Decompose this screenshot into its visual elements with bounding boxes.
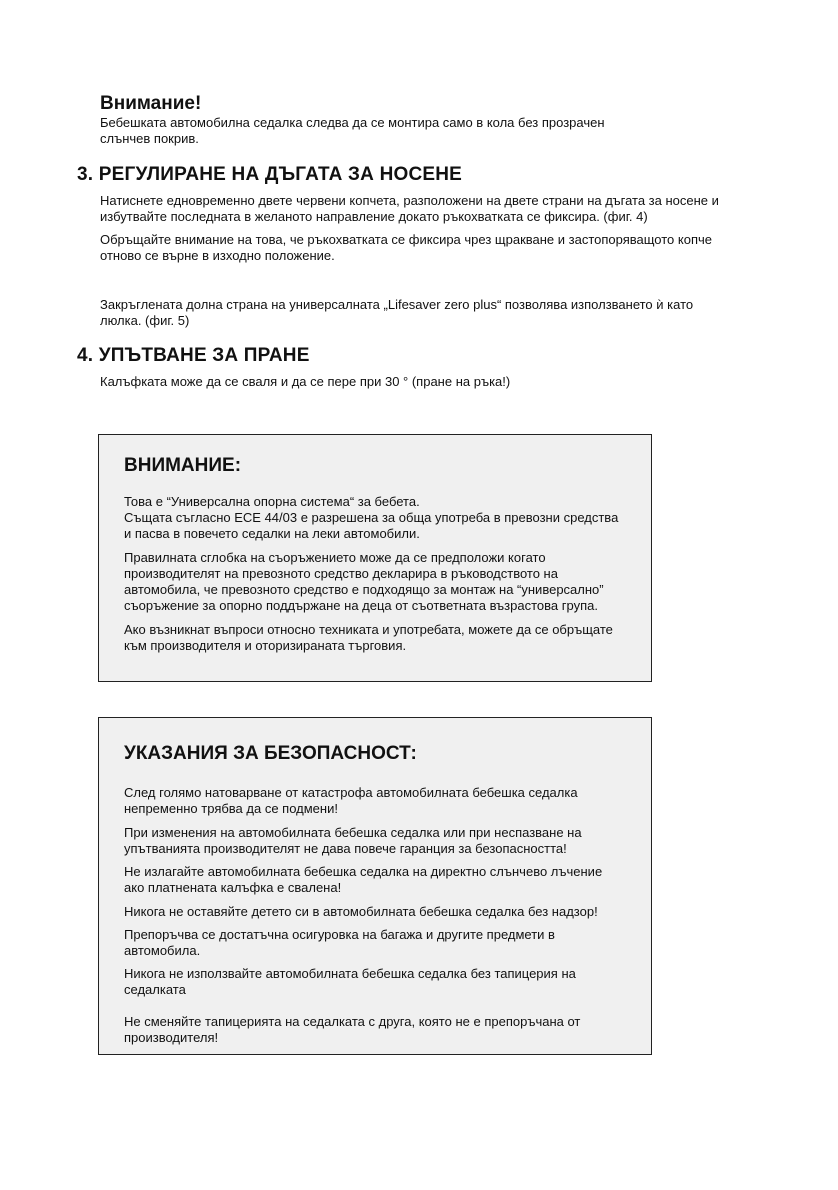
intro-warning-text — [100, 115, 605, 147]
text-line: към производителя и оторизираната търговия. — [124, 638, 407, 653]
text-line: непременно трябва да се подмени! — [124, 801, 338, 816]
text-line: слънчев покрив. — [100, 131, 199, 146]
section-3-paragraph-3 — [100, 297, 693, 329]
text-line: Същата съгласно ECE 44/03 е разрешена за обща употреба в превозни средства — [124, 510, 619, 525]
section-4-heading: 4. УПЪТВАНЕ ЗА ПРАНЕ — [77, 345, 310, 366]
safety-box-paragraph-4 — [124, 904, 598, 920]
safety-box — [98, 717, 652, 1055]
section-3-paragraph-2 — [100, 232, 712, 264]
text-line: производителят на превозното средство декларира в ръководството на — [124, 566, 558, 581]
safety-box-paragraph-1 — [124, 785, 578, 817]
text-line: Това е “Универсална опорна система“ за бебета. — [124, 494, 420, 509]
text-line: Обръщайте внимание на това, че ръкохватката се фиксира чрез щракване и застопоряващото копче — [100, 232, 713, 247]
text-line: Закръглената долна страна на универсалната „Lifesaver zero plus“ позволява използването ѝ като — [100, 297, 694, 312]
text-line: ако платнената калъфка е свалена! — [124, 880, 342, 895]
text-line: Препоръчва се достатъчна осигуровка на багажа и другите предмети в — [124, 927, 555, 942]
warning-box-paragraph-3 — [124, 622, 613, 654]
text-line: автомобила. — [124, 943, 201, 958]
text-line: Не сменяйте тапицерията на седалката с друга, която не е препоръчана от — [124, 1014, 581, 1029]
text-line: Правилната сглобка на съоръжението може да се предположи когато — [124, 550, 546, 565]
warning-box-title: ВНИМАНИЕ: — [124, 455, 242, 476]
text-line: люлка. (фиг. 5) — [100, 313, 190, 328]
safety-box-paragraph-6 — [124, 966, 576, 998]
text-line: седалката — [124, 982, 186, 997]
text-line: След голямо натоварване от катастрофа автомобилната бебешка седалка — [124, 785, 578, 800]
intro-warning-title: Внимание! — [100, 93, 202, 114]
warning-box-paragraph-1 — [124, 494, 618, 542]
text-line: Ако възникнат въпроси относно техниката и употребата, можете да се обръщате — [124, 622, 613, 637]
text-line: Никога не оставяйте детето си в автомобилната бебешка седалка без надзор! — [124, 904, 598, 919]
text-line: и пасва в повечето седалки на леки автомобили. — [124, 526, 420, 541]
text-line: Натиснете едновременно двете червени копчета, разположени на двете страни на дъгата за носене и — [100, 193, 719, 208]
safety-box-paragraph-3 — [124, 864, 602, 896]
text-line: съоръжение за опорно поддържане на деца от съответната възрастова група. — [124, 598, 598, 613]
safety-box-paragraph-2 — [124, 825, 582, 857]
warning-box-paragraph-2 — [124, 550, 604, 614]
text-line: отново се върне в изходно положение. — [100, 248, 335, 263]
text-line: автомобила, че превозното средство е подходящо за монтаж на “универсално” — [124, 582, 604, 597]
text-line: Не излагайте автомобилната бебешка седалка на директно слънчево лъчение — [124, 864, 603, 879]
text-line: производителя! — [124, 1030, 219, 1045]
text-line: При изменения на автомобилната бебешка седалка или при неспазване на — [124, 825, 582, 840]
warning-box — [98, 434, 652, 682]
safety-box-title: УКАЗАНИЯ ЗА БЕЗОПАСНОСТ: — [124, 743, 417, 764]
text-line: упътванията производителят не дава повече гаранция за безопасността! — [124, 841, 567, 856]
safety-box-paragraph-5 — [124, 927, 555, 959]
section-3-paragraph-1 — [100, 193, 719, 225]
section-4-text: Калъфката може да се сваля и да се пере при 30 ° (пране на ръка!) — [100, 374, 511, 389]
safety-box-paragraph-7 — [124, 1014, 580, 1046]
text-line: Бебешката автомобилна седалка следва да се монтира само в кола без прозрачен — [100, 115, 605, 130]
text-line: избутвайте последната в желаното направление докато ръкохватката се фиксира. (фиг. 4) — [100, 209, 648, 224]
text-line: Никога не използвайте автомобилната бебешка седалка без тапицерия на — [124, 966, 576, 981]
section-3-heading: 3. РЕГУЛИРАНЕ НА ДЪГАТА ЗА НОСЕНЕ — [77, 164, 463, 185]
